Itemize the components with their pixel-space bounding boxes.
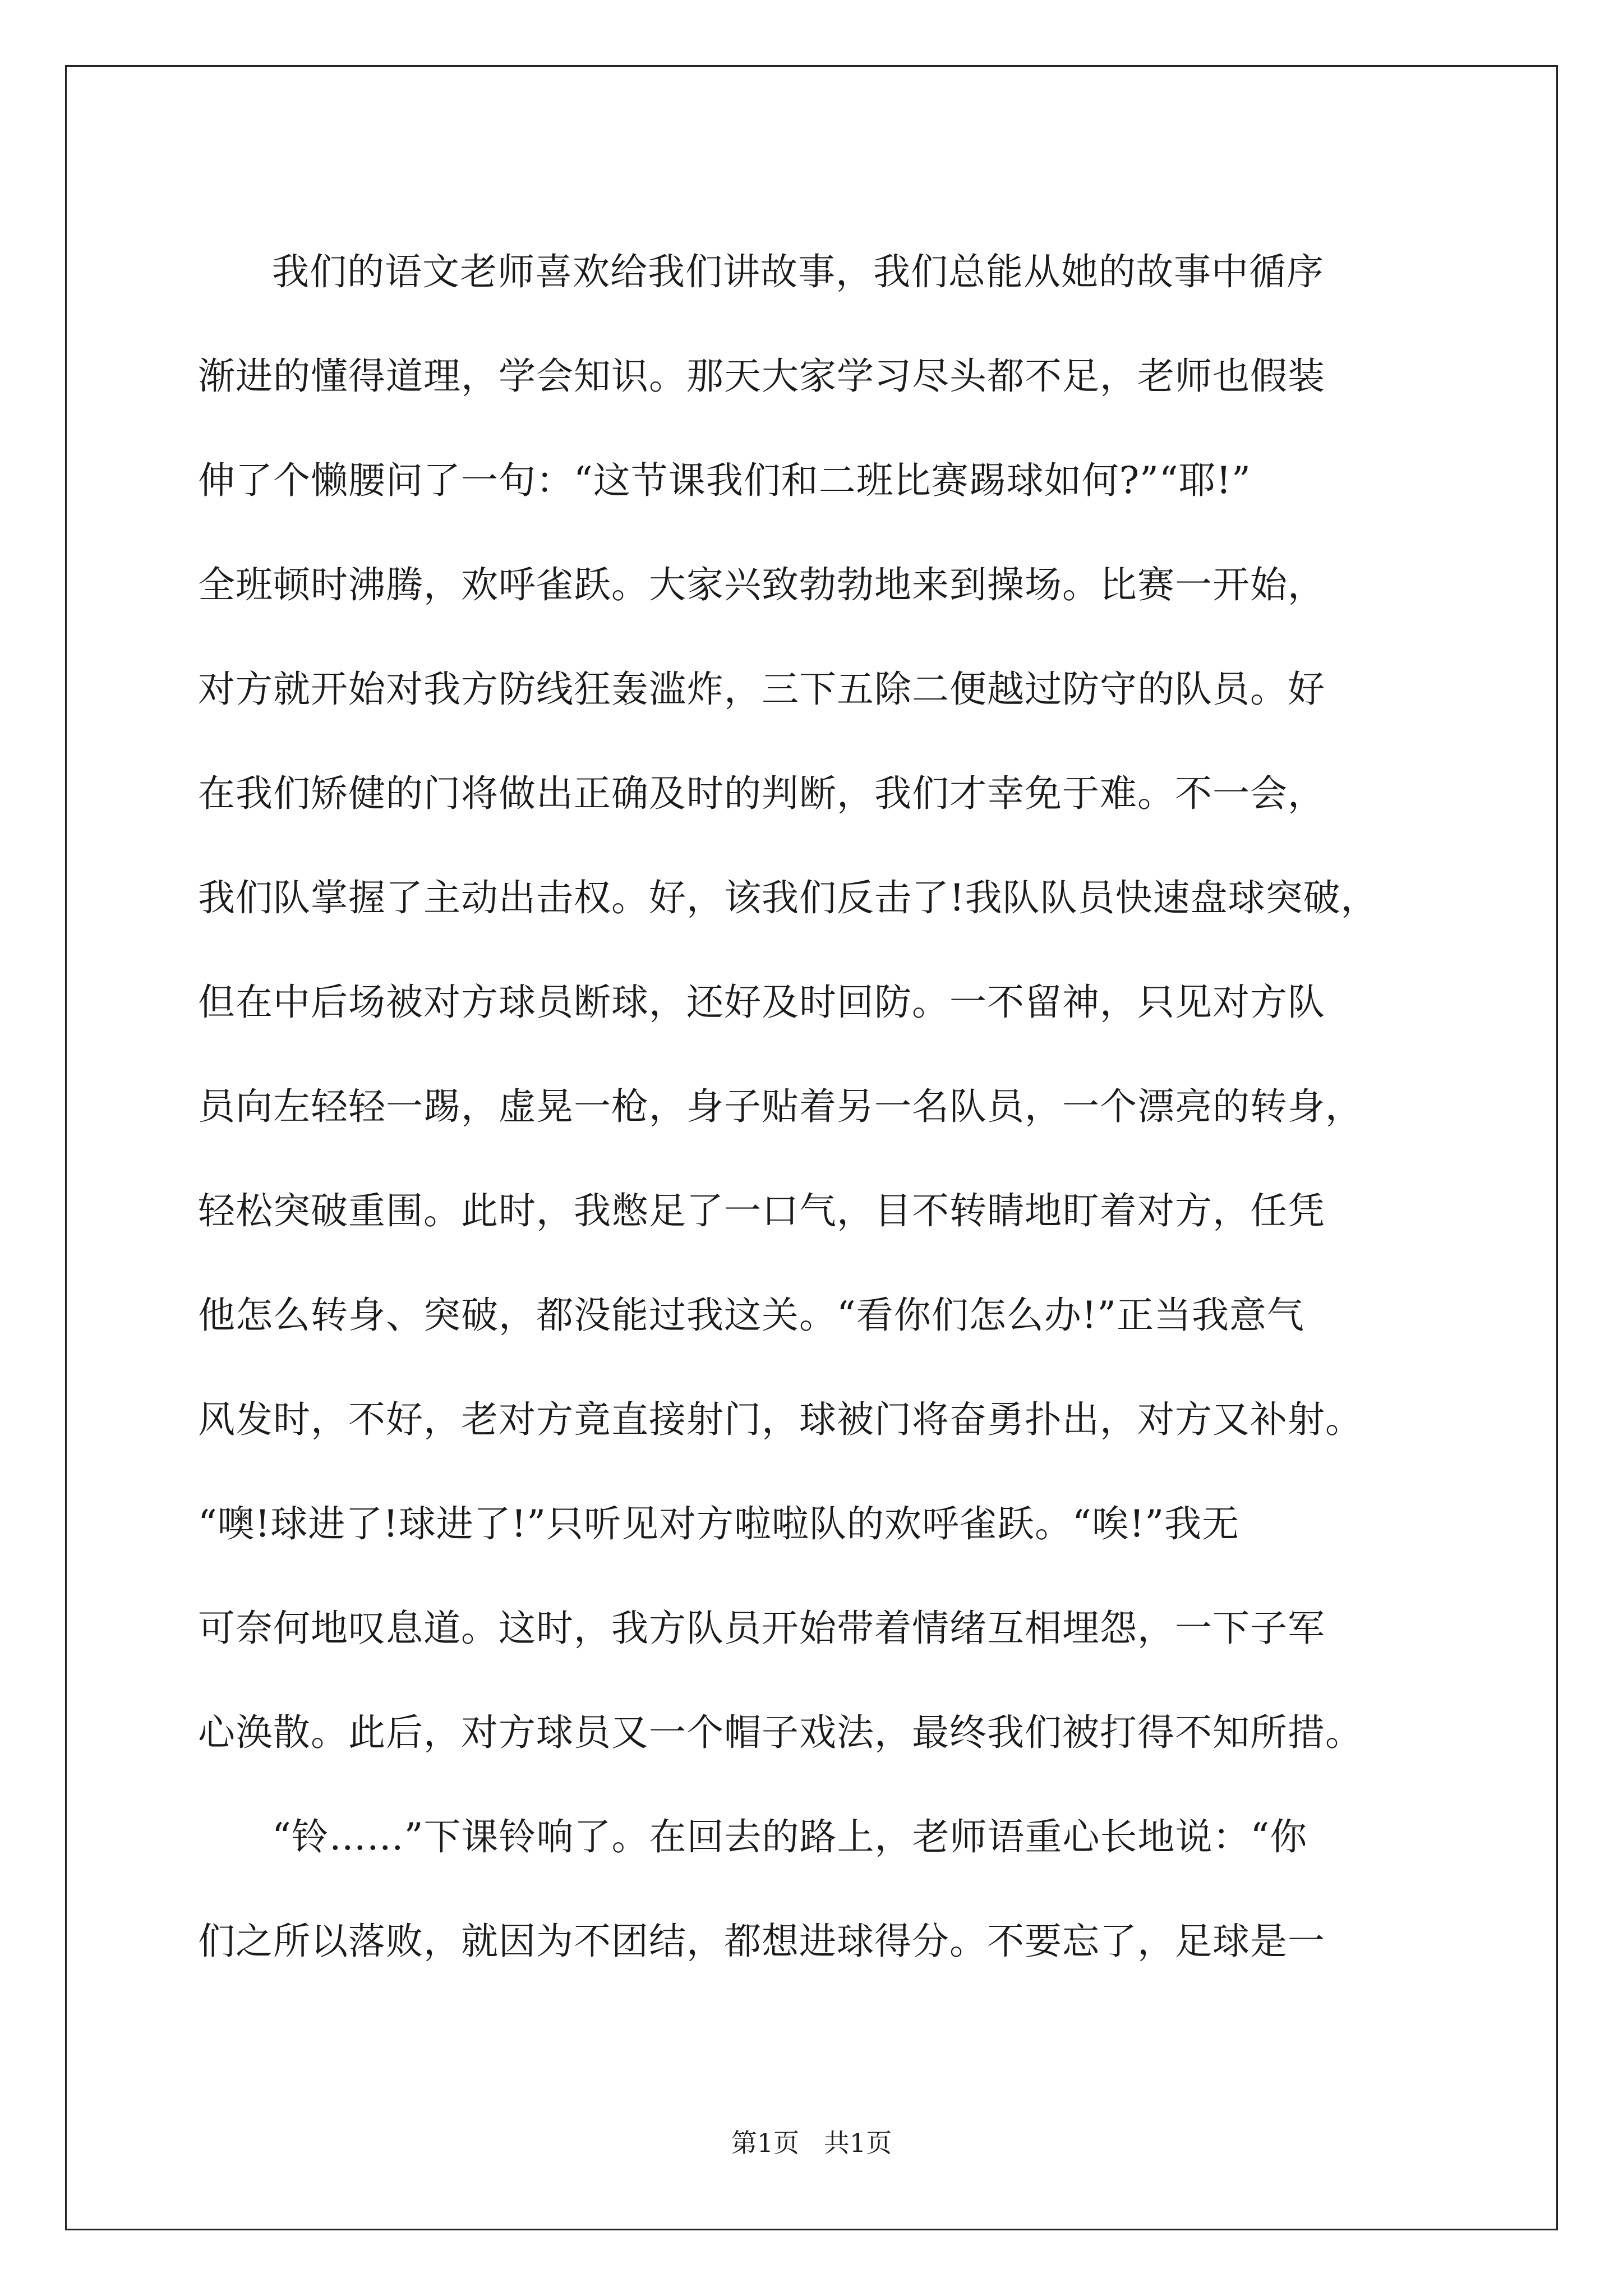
paragraph-line: 对方就开始对我方防线狂轰滥炸，三下五除二便越过防守的队员。好: [198, 668, 1325, 711]
paragraph-line: 但在中后场被对方球员断球，还好及时回防。一不留神，只见对方队: [198, 981, 1325, 1024]
paragraph-line: “噢!球进了!球进了!”只听见对方啦啦队的欢呼雀跃。“唉!”我无: [198, 1502, 1240, 1545]
page-number-footer: 第1页 共1页: [731, 2128, 892, 2158]
paragraph-line: 轻松突破重围。此时，我憋足了一口气，目不转睛地盯着对方，任凭: [198, 1189, 1325, 1232]
paragraph-line: 可奈何地叹息道。这时，我方队员开始带着情绪互相埋怨，一下子军: [198, 1607, 1325, 1650]
paragraph-line: “铃……”下课铃响了。在回去的路上，老师语重心长地说：“你: [272, 1815, 1308, 1858]
paragraph-line: 员向左轻轻一踢，虚晃一枪，身子贴着另一名队员，一个漂亮的转身，: [198, 1085, 1363, 1128]
paragraph-line: 全班顿时沸腾，欢呼雀跃。大家兴致勃勃地来到操场。比赛一开始，: [198, 563, 1325, 606]
paragraph-line: 他怎么转身、突破，都没能过我这关。“看你们怎么办!”正当我意气: [198, 1294, 1305, 1337]
paragraph-line: 们之所以落败，就因为不团结，都想进球得分。不要忘了，足球是一: [198, 1920, 1325, 1963]
paragraph-line: 心涣散。此后，对方球员又一个帽子戏法，最终我们被打得不知所措。: [198, 1711, 1363, 1754]
paragraph-line: 伸了个懒腰问了一句：“这节课我们和二班比赛踢球如何?”“耶!”: [198, 459, 1251, 502]
paragraph-line: 渐进的懂得道理，学会知识。那天大家学习尽头都不足，老师也假装: [198, 355, 1325, 398]
paragraph-line: 风发时，不好，老对方竟直接射门，球被门将奋勇扑出，对方又补射。: [198, 1398, 1363, 1441]
paragraph-line: 在我们矫健的门将做出正确及时的判断，我们才幸免于难。不一会，: [198, 772, 1325, 815]
document-body: [198, 220, 1425, 1994]
paragraph-line: 我们的语文老师喜欢给我们讲故事，我们总能从她的故事中循序: [272, 250, 1324, 293]
paragraph-line: 我们队掌握了主动出击权。好，该我们反击了!我队队员快速盘球突破，: [198, 876, 1378, 919]
